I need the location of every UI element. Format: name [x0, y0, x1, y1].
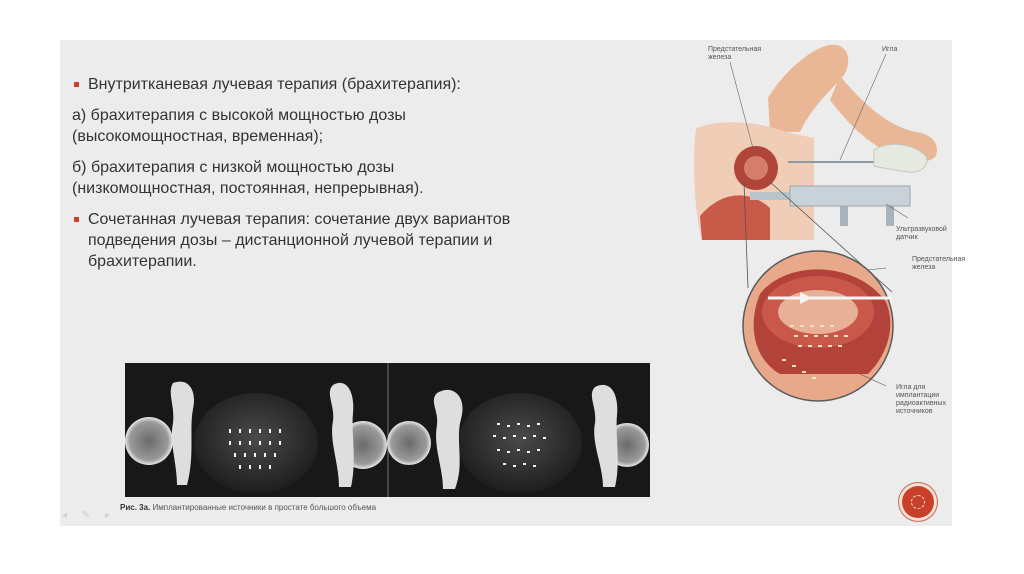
- bullet-combined-therapy: [66, 209, 536, 272]
- bullet-brachytherapy: [66, 74, 536, 95]
- item-low-dose: [66, 157, 536, 199]
- label-ultrasound-probe: Ультразвуковой датчик: [896, 226, 947, 241]
- item-text: б) брахитерапия с низкой мощностью дозы (низкомощностная, постоянная, непрерывная).: [72, 159, 424, 197]
- label-implant-needle: Игла для имплантации радиоактивных источников: [896, 384, 946, 415]
- caption-text: Имплантированные источники в простате большого объема: [152, 503, 377, 512]
- bullet-text: Внутритканевая лучевая терапия (брахитерапия):: [88, 76, 461, 93]
- bullet-marker-icon: [74, 217, 79, 222]
- decorative-badge: [902, 486, 934, 518]
- ct-scan-illustration: [125, 363, 650, 497]
- figure-caption: [120, 503, 540, 512]
- badge-ring-icon: [911, 495, 925, 509]
- label-needle-top: Игла: [882, 46, 898, 53]
- slide-nav-icons[interactable]: ◂ ✎ ▸: [62, 510, 116, 521]
- slide-text: [66, 74, 536, 282]
- item-text: а) брахитерапия с высокой мощностью дозы (высокомощностная, временная);: [72, 107, 406, 145]
- caption-label: Рис. 3а.: [120, 503, 151, 512]
- bullet-text: Сочетанная лучевая терапия: сочетание двух вариантов подведения дозы – дистанционной лучевой терапии и брахитерапии.: [88, 211, 511, 270]
- ct-scan-image: [125, 363, 650, 497]
- label-prostate-top: Предстательная железа: [708, 46, 762, 61]
- bullet-marker-icon: [74, 82, 79, 87]
- label-prostate-zoom: Предстательная железа: [912, 256, 966, 271]
- slide: [60, 40, 966, 526]
- item-high-dose: [66, 105, 536, 147]
- brachytherapy-anatomy-illustration: [690, 40, 966, 450]
